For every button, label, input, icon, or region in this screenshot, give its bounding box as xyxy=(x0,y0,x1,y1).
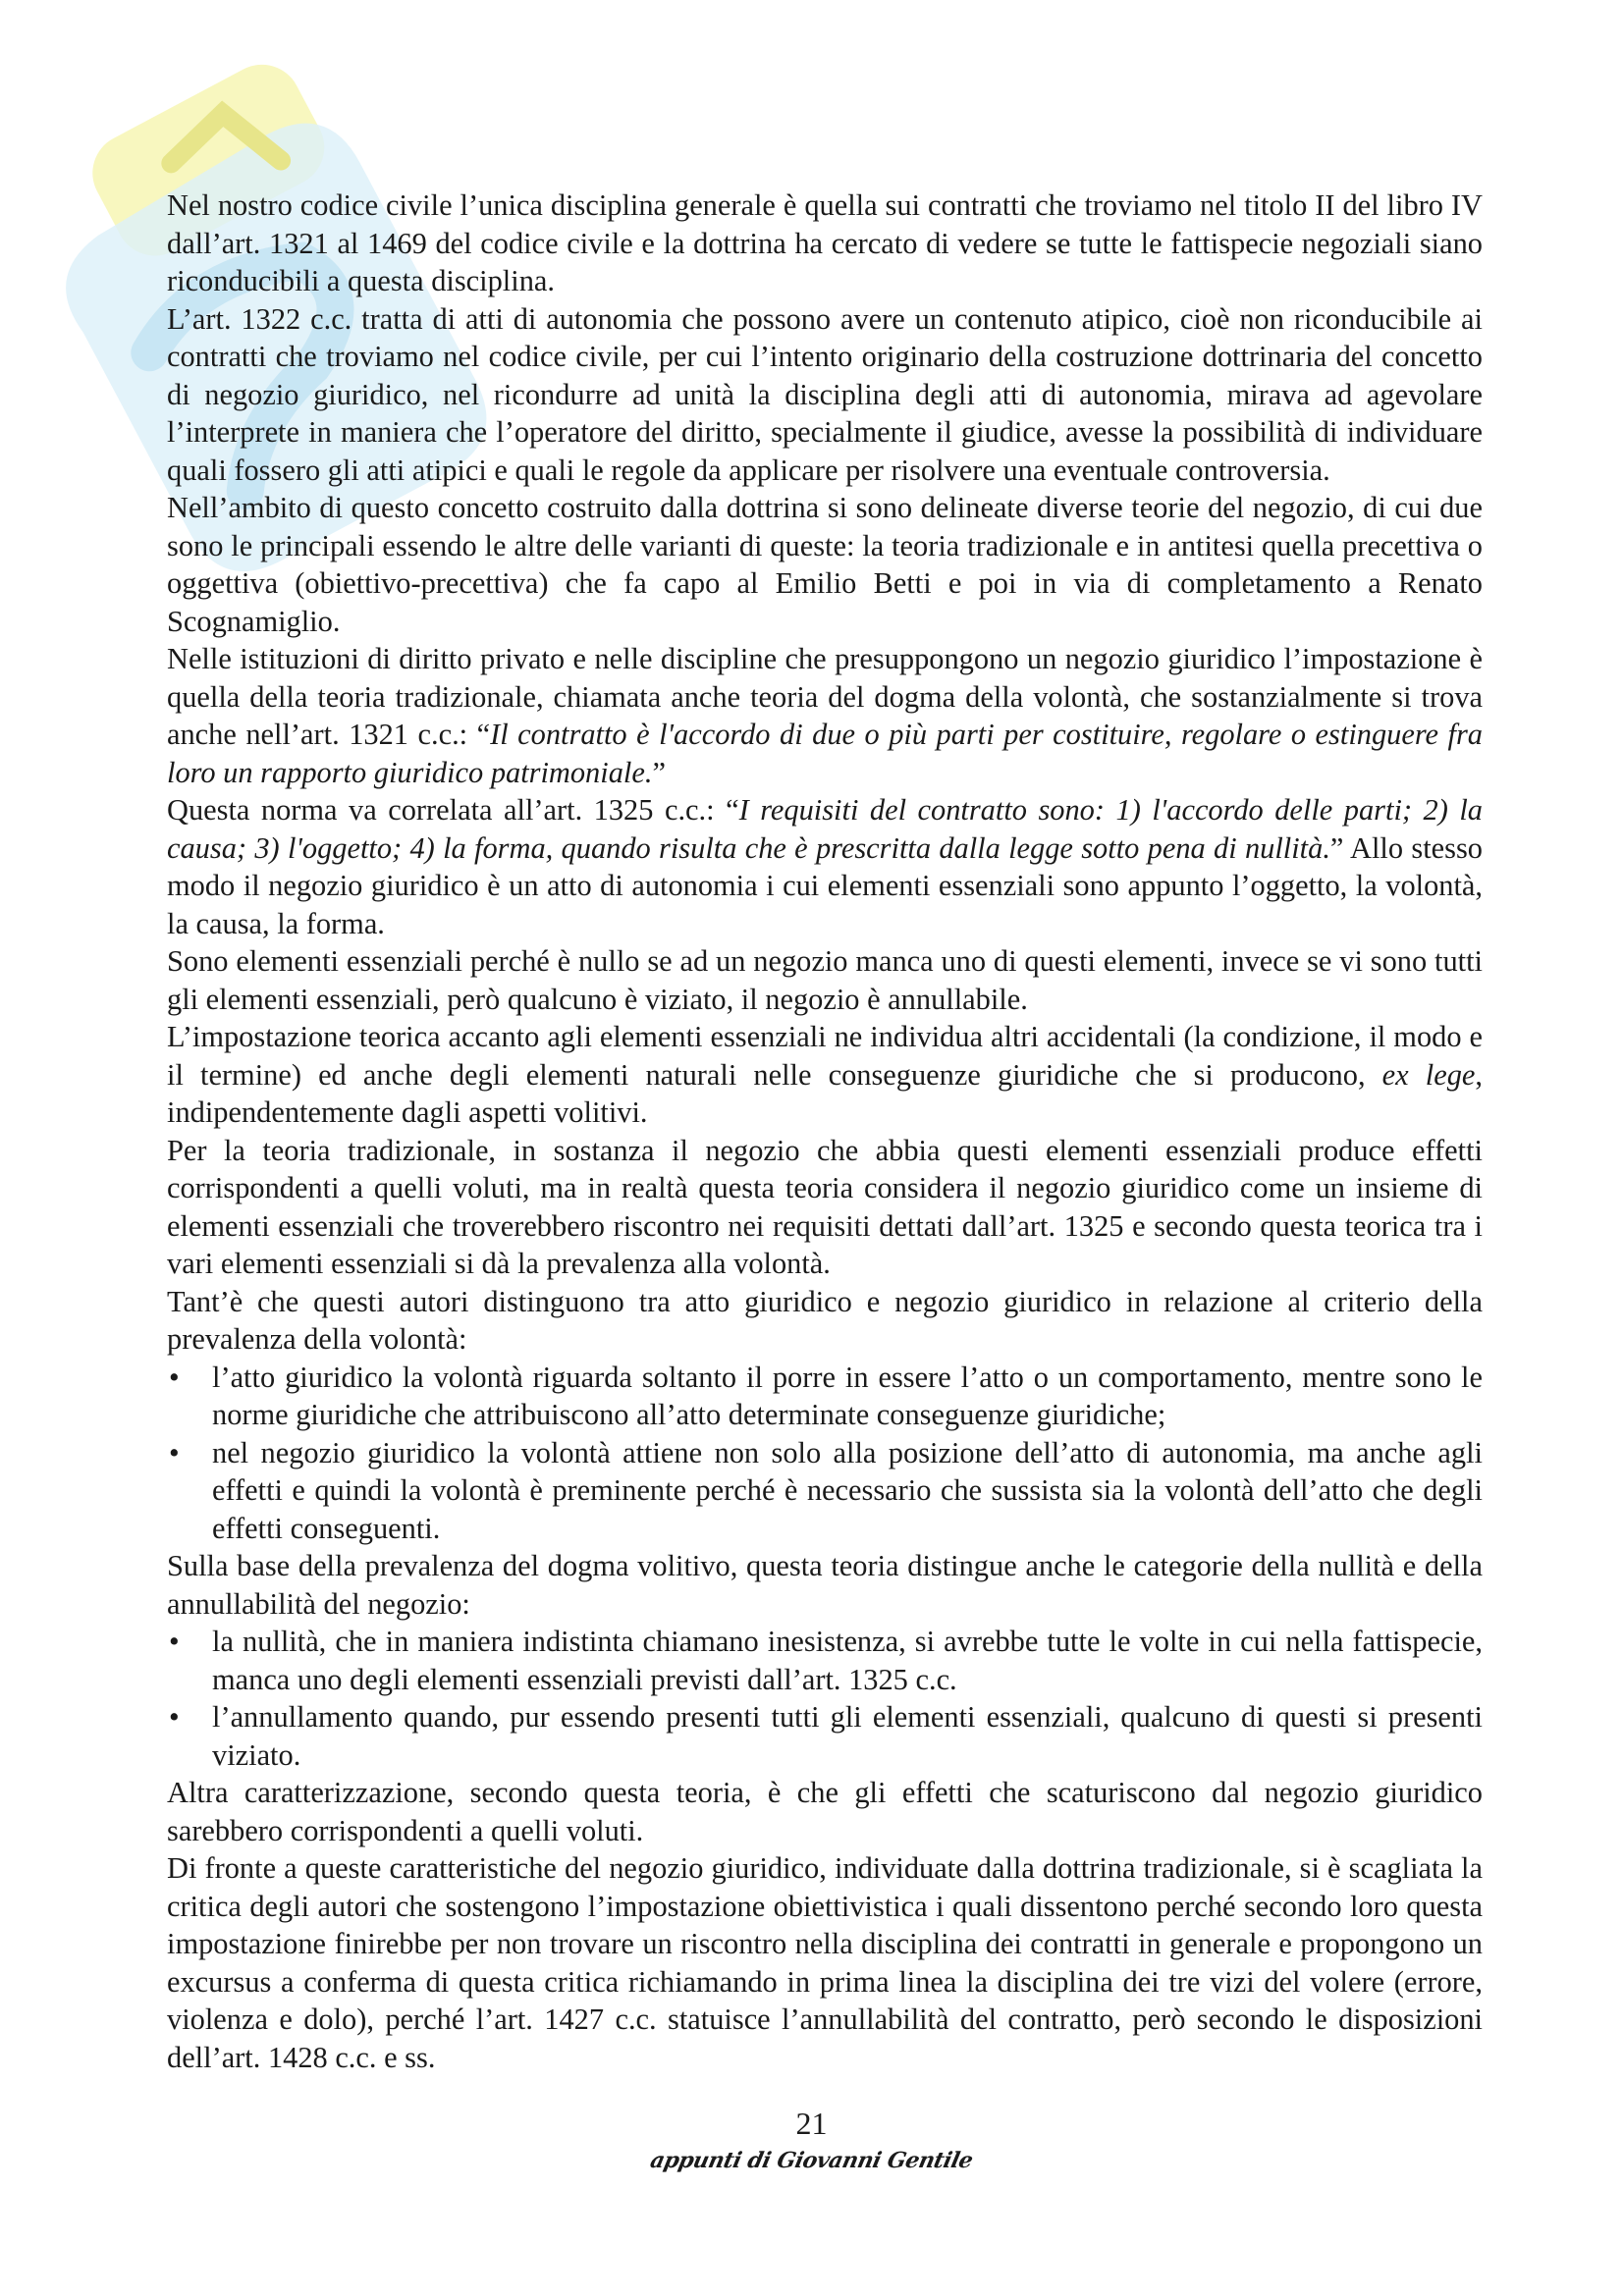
bullet-list xyxy=(167,1359,1483,1548)
paragraph-text: L’impostazione teorica accanto agli elementi essenziali ne individua altri accidentali (la condizione, il modo e il termine) ed anche degli elementi naturali nelle conseguenze giuridiche che si producono, xyxy=(167,1020,1483,1092)
paragraph-text: ” xyxy=(652,755,666,789)
page-number: 21 xyxy=(795,2106,828,2141)
list-item: • l’annullamento quando, pur essendo presenti tutti gli elementi essenziali, qualcuno di questi si presenti viziato. xyxy=(167,1698,1483,1774)
paragraph: Di fronte a queste caratteristiche del negozio giuridico, individuate dalla dottrina tradizionale, si è scagliata la critica degli autori che sostengono l’impostazione obiettivistica i quali dissentono perché secondo loro questa impostazione finirebbe per non trovare un riscontro nella disciplina dei contratti in generale e propongono un excursus a conferma di questa critica richiamando in prima linea la disciplina dei tre vizi del volere (errore, violenza e dolo), perché l’art. 1427 c.c. statuisce l’annullabilità del contratto, però secondo le disposizioni dell’art. 1428 c.c. e ss. xyxy=(167,1851,1483,2074)
paragraph: Sulla base della prevalenza del dogma volitivo, questa teoria distingue anche le categorie della nullità e della annullabilità del negozio: xyxy=(167,1549,1483,1621)
quote-art-1321: Il contratto è l'accordo di due o più parti per costituire, regolare o estinguere fra loro un rapporto giuridico patrimoniale. xyxy=(167,718,1483,789)
paragraph: Tant’è che questi autori distinguono tra atto giuridico e negozio giuridico in relazione al criterio della prevalenza della volontà: xyxy=(167,1284,1483,1356)
list-item: • nel negozio giuridico la volontà attiene non solo alla posizione dell’atto di autonomia, ma anche agli effetti e quindi la volontà è preminente perché è necessario che sussista sia la volontà dell’atto che degli effetti conseguenti. xyxy=(167,1434,1483,1548)
paragraph: Nel nostro codice civile l’unica disciplina generale è quella sui contratti che troviamo nel titolo II del libro IV dall’art. 1321 al 1469 del codice civile e la dottrina ha cercato di vedere se tutte le fattispecie negoziali siano riconducibili a questa disciplina. xyxy=(167,188,1483,297)
paragraph: Per la teoria tradizionale, in sostanza il negozio che abbia questi elementi essenziali produce effetti corrispondenti a quelli voluti, ma in realtà questa teoria considera il negozio giuridico come un insieme di elementi essenziali che troverebbero riscontro nei requisiti dettati dall’art. 1325 e secondo questa teorica tra i vari elementi essenziali si dà la prevalenza alla volontà. xyxy=(167,1133,1483,1280)
paragraph-text: , indipendentemente dagli aspetti volitivi. xyxy=(167,1057,1483,1129)
list-item: • la nullità, che in maniera indistinta chiamano inesistenza, si avrebbe tutte le volte in cui nella fattispecie, manca uno degli elementi essenziali previsti dall’art. 1325 c.c. xyxy=(167,1623,1483,1698)
document-body xyxy=(167,187,1483,2076)
paragraph-text: ” Allo stesso modo il negozio giuridico è un atto di autonomia i cui elementi essenziali sono appunto l’oggetto, la volontà, la causa, la forma. xyxy=(167,830,1483,940)
bullet-list xyxy=(167,1623,1483,1774)
italic-term: ex lege xyxy=(1381,1057,1476,1092)
paragraph xyxy=(167,640,1483,791)
paragraph: L’art. 1322 c.c. tratta di atti di autonomia che possono avere un contenuto atipico, cioè non riconducibile ai contratti che troviamo nel codice civile, per cui l’intento originario della costruzione dottrinaria del concetto di negozio giuridico, nel ricondurre ad unità la disciplina degli atti di autonomia, mirava ad agevolare l’interprete in maniera che l’operatore del diritto, specialmente il giudice, avesse la possibilità di individuare quali fossero gli atti atipici e quali le regole da applicare per risolvere una eventuale controversia. xyxy=(167,301,1483,487)
paragraph-text: Questa norma va correlata all’art. 1325 c.c.: “ xyxy=(167,793,739,827)
paragraph: Sono elementi essenziali perché è nullo se ad un negozio manca uno di questi elementi, invece se vi sono tutti gli elementi essenziali, però qualcuno è viziato, il negozio è annullabile. xyxy=(167,944,1483,1016)
paragraph-text: Nelle istituzioni di diritto privato e nelle discipline che presuppongono un negozio giuridico l’impostazione è quella della teoria tradizionale, chiamata anche teoria del dogma della volontà, che sostanzialmente si trova anche nell’art. 1321 c.c.: “ xyxy=(167,642,1483,751)
list-item: • l’atto giuridico la volontà riguarda soltanto il porre in essere l’atto o un comportamento, mentre sono le norme giuridiche che attribuiscono all’atto determinate conseguenze giuridiche; xyxy=(167,1359,1483,1434)
paragraph xyxy=(167,1018,1483,1132)
author-signature: appunti di Giovanni Gentile xyxy=(647,2148,976,2173)
paragraph xyxy=(167,791,1483,942)
quote-art-1325: I requisiti del contratto sono: 1) l'accordo delle parti; 2) la causa; 3) l'oggetto; 4) la forma, quando risulta che è prescritta dalla legge sotto pena di nullità. xyxy=(167,793,1483,865)
paragraph: Nell’ambito di questo concetto costruito dalla dottrina si sono delineate diverse teorie del negozio, di cui due sono le principali essendo le altre delle varianti di queste: la teoria tradizionale e in antitesi quella precettiva o oggettiva (obiettivo-precettiva) che fa capo al Emilio Betti e poi in via di completamento a Renato Scognamiglio. xyxy=(167,491,1483,638)
paragraph: Altra caratterizzazione, secondo questa teoria, è che gli effetti che scaturiscono dal negozio giuridico sarebbero corrispondenti a quelli voluti. xyxy=(167,1776,1483,1847)
